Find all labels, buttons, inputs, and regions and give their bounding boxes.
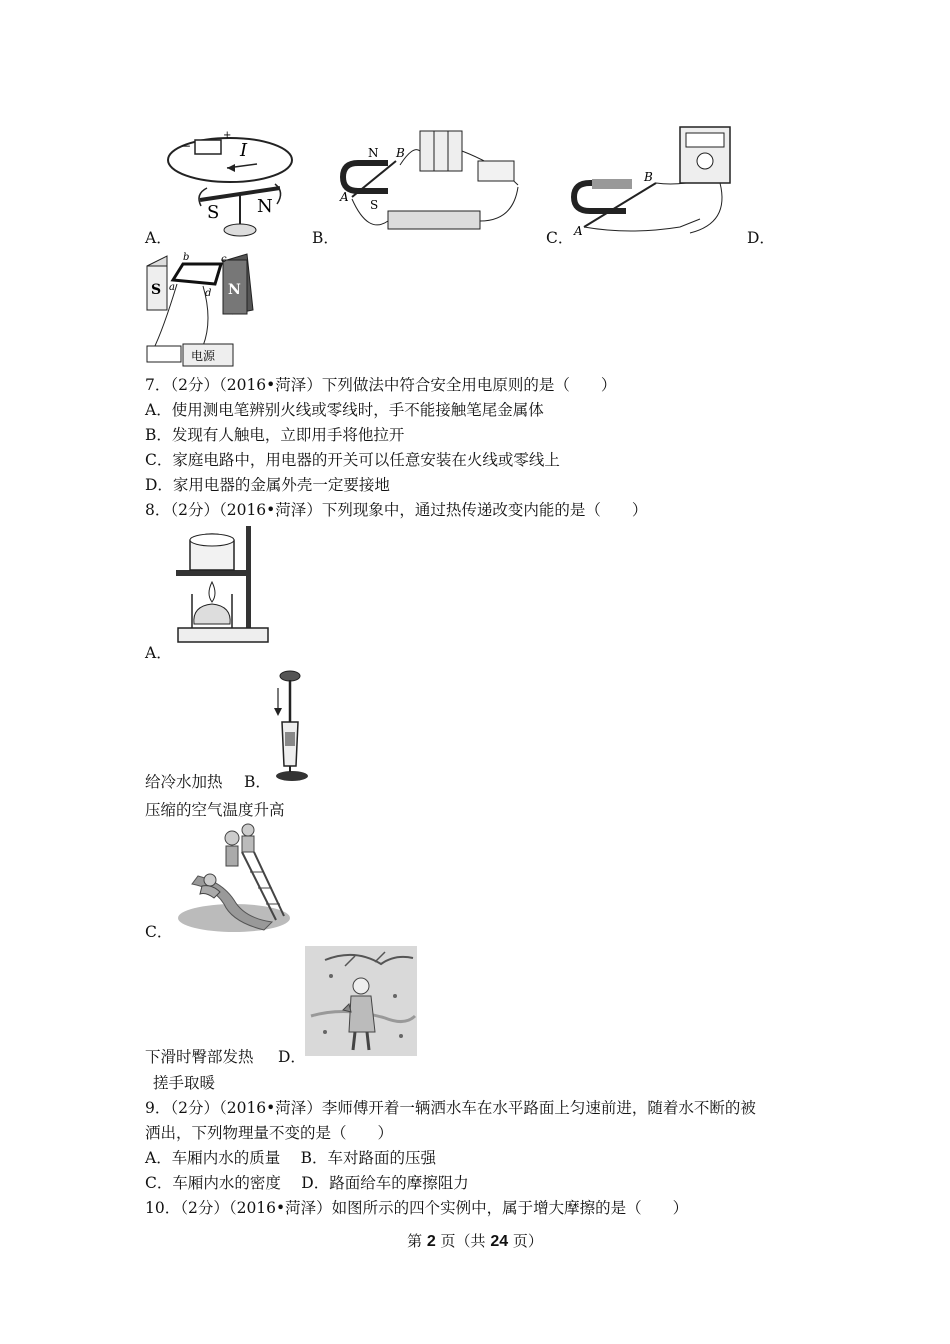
q9-stem-line2: 洒出，下列物理量不变的是（ ）: [145, 1124, 394, 1142]
q9-options-cd: C．车厢内水的密度 D．路面给车的摩擦阻力: [145, 1174, 469, 1192]
svg-text:d: d: [205, 288, 212, 299]
svg-text:A: A: [340, 190, 349, 204]
q6-option-c: C．: [546, 229, 574, 247]
q9-stem-line1: 9．（2分）（2016•菏泽）李师傅开着一辆洒水车在水平路面上匀速前进，随着水不断的被: [145, 1099, 756, 1117]
q6-figure-b: [338, 125, 523, 243]
svg-text:电源: 电源: [191, 349, 216, 363]
q9-options-ab: A．车厢内水的质量 B．车对路面的压强: [145, 1149, 437, 1167]
svg-text:N: N: [368, 146, 379, 160]
q6-figure-d: [143, 250, 261, 370]
svg-text:+: +: [223, 130, 232, 141]
q8-figure-b: [268, 668, 312, 784]
svg-text:N: N: [228, 282, 241, 298]
q6-figure-c: [570, 123, 738, 239]
svg-text:I: I: [240, 140, 248, 161]
q6-option-a: A．: [145, 229, 172, 247]
q8-caption-a: 给冷水加热: [145, 773, 223, 791]
svg-text:−: −: [181, 139, 192, 153]
q8-caption-b: 压缩的空气温度升高: [145, 801, 285, 819]
q8-option-b: B．: [244, 773, 271, 791]
svg-text:b: b: [183, 252, 190, 263]
page-total: 24: [490, 1233, 509, 1250]
svg-text:S: S: [151, 282, 162, 298]
svg-text:c: c: [221, 254, 227, 265]
q7-option-a: A．使用测电笔辨别火线或零线时，手不能接触笔尾金属体: [145, 401, 544, 419]
q7-stem: 7．（2分）（2016•菏泽）下列做法中符合安全用电原则的是（ ）: [145, 376, 617, 394]
q6-option-d: D．: [747, 229, 775, 247]
svg-text:B: B: [644, 170, 653, 184]
q8-caption-d: 搓手取暖: [153, 1074, 216, 1092]
svg-text:A: A: [574, 224, 583, 238]
q7-option-d: D．家用电器的金属外壳一定要接地: [145, 476, 390, 494]
q8-option-d: D．: [278, 1048, 306, 1066]
q6-figure-a: [165, 128, 295, 240]
q8-stem: 8．（2分）（2016•菏泽）下列现象中，通过热传递改变内能的是（ ）: [145, 501, 648, 519]
q8-figure-d: [305, 946, 417, 1056]
q8-option-a: A．: [145, 644, 172, 662]
q6-option-b: B．: [312, 229, 339, 247]
q10-stem: 10．（2分）（2016•菏泽）如图所示的四个实例中，属于增大摩擦的是（ ）: [145, 1199, 689, 1217]
q8-caption-c: 下滑时臀部发热: [145, 1048, 254, 1066]
q8-option-c: C．: [145, 923, 173, 941]
svg-text:a: a: [169, 282, 175, 293]
page-footer: 第 2 页（共 24 页）: [407, 1232, 543, 1250]
q7-option-b: B．发现有人触电，立即用手将他拉开: [145, 426, 405, 444]
q8-figure-a: [172, 524, 272, 646]
svg-text:N: N: [257, 196, 273, 217]
svg-text:S: S: [370, 198, 379, 212]
page-number: 2: [426, 1233, 436, 1250]
q7-option-c: C．家庭电路中，用电器的开关可以任意安装在火线或零线上: [145, 451, 560, 469]
q8-figure-c: [172, 822, 290, 934]
svg-text:B: B: [396, 146, 405, 160]
svg-text:S: S: [207, 202, 220, 223]
